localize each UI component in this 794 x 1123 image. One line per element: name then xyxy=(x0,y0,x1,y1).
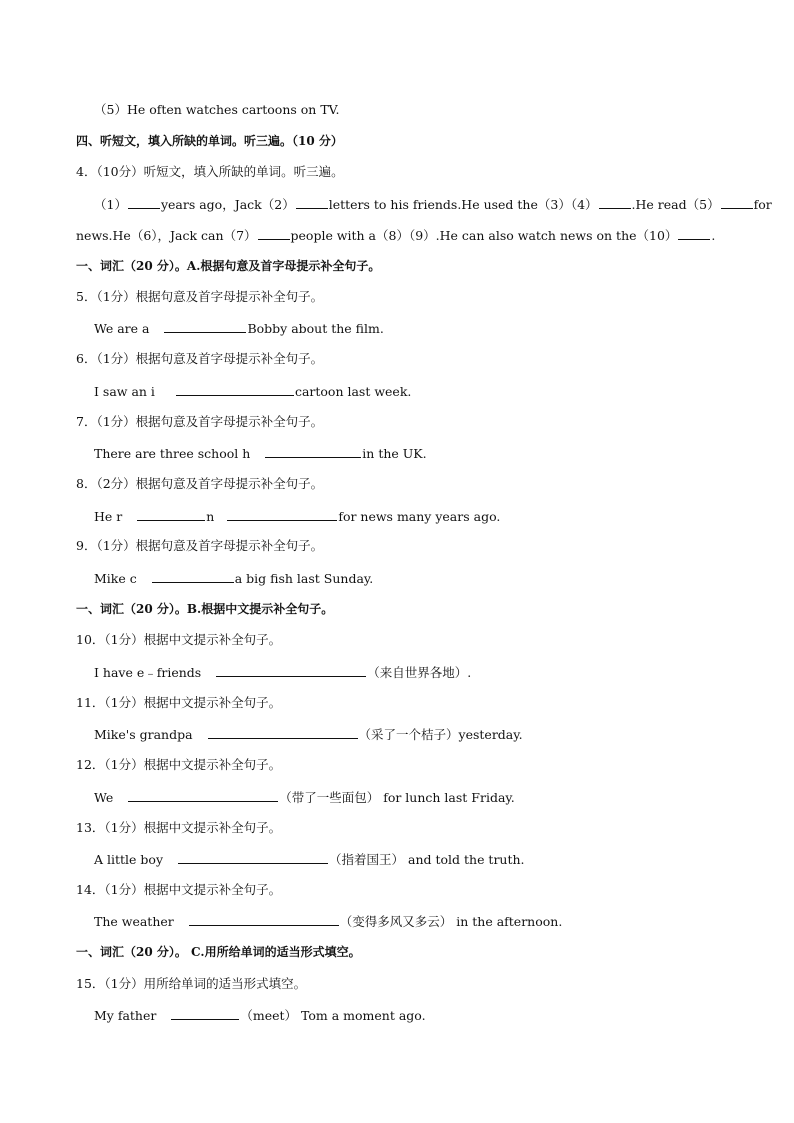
passage-text: .He read（5） xyxy=(631,197,720,212)
section-c-heading: 一、词汇（20 分）。 C.用所给单词的适当形式填空。 xyxy=(76,945,361,959)
question-7-sentence xyxy=(94,445,427,462)
answer-blank-2[interactable] xyxy=(296,196,328,209)
question-15-sentence xyxy=(94,1007,426,1024)
question-13-label: 13．（1分）根据中文提示补全句子。 xyxy=(76,820,282,835)
answer-blank-1[interactable] xyxy=(128,196,160,209)
answer-blank[interactable] xyxy=(152,570,234,583)
answer-blank-5[interactable] xyxy=(721,196,753,209)
sentence-text: （采了一个桔子）yesterday. xyxy=(358,727,523,742)
blank-number: （4） xyxy=(570,197,598,212)
question-4-label: 4．（10分）听短文，填入所缺的单词。听三遍。 xyxy=(76,164,344,179)
answer-blank[interactable] xyxy=(265,445,361,458)
passage-text: letters to his friends.He used the xyxy=(328,197,538,212)
question-15-label: 15．（1分）用所给单词的适当形式填空。 xyxy=(76,976,307,991)
blank-number: （3） xyxy=(537,197,571,212)
sentence-text: We are a xyxy=(94,321,150,336)
sentence-text: Mike c xyxy=(94,571,137,586)
sentence-text: in the UK. xyxy=(362,446,427,461)
sentence-text: （指着国王） and told the truth. xyxy=(329,852,525,867)
question-9-label: 9．（1分）根据句意及首字母提示补全句子。 xyxy=(76,538,324,553)
sub-item-5: （5）He often watches cartoons on TV. xyxy=(94,102,340,117)
question-10-label: 10．（1分）根据中文提示补全句子。 xyxy=(76,632,282,647)
question-4-passage-line-2 xyxy=(76,227,715,244)
sentence-text: We xyxy=(94,790,114,805)
answer-blank[interactable] xyxy=(216,664,366,677)
sentence-text: There are three school h xyxy=(94,446,251,461)
sentence-text: The weather xyxy=(94,914,174,929)
sentence-text: n xyxy=(206,509,215,524)
section-a-heading: 一、词汇（20 分）。A.根据句意及首字母提示补全句子。 xyxy=(76,259,381,273)
question-9-sentence xyxy=(94,570,373,587)
question-13-sentence xyxy=(94,851,525,868)
question-10-sentence xyxy=(94,664,471,681)
question-11-sentence xyxy=(94,726,523,743)
answer-blank[interactable] xyxy=(208,726,358,739)
question-8-sentence xyxy=(94,508,500,525)
passage-text: . xyxy=(711,228,716,243)
question-11-label: 11．（1分）根据中文提示补全句子。 xyxy=(76,695,282,710)
question-12-label: 12．（1分）根据中文提示补全句子。 xyxy=(76,757,282,772)
section-4-heading: 四、听短文，填入所缺的单词。听三遍。（10 分） xyxy=(76,134,343,148)
answer-blank[interactable] xyxy=(189,913,339,926)
section-b-heading: 一、词汇（20 分）。B.根据中文提示补全句子。 xyxy=(76,602,334,616)
blank-number: （1） xyxy=(94,197,127,212)
answer-blank-10[interactable] xyxy=(678,227,710,240)
question-8-label: 8．（2分）根据句意及首字母提示补全句子。 xyxy=(76,476,324,491)
answer-blank[interactable] xyxy=(176,383,294,396)
question-4-passage-line-1 xyxy=(94,196,772,213)
question-14-sentence xyxy=(94,913,562,930)
passage-text: people with a xyxy=(290,228,377,243)
answer-blank[interactable] xyxy=(164,320,246,333)
question-6-label: 6．（1分）根据句意及首字母提示补全句子。 xyxy=(76,351,324,366)
sentence-text: Mike's grandpa xyxy=(94,727,193,742)
sentence-text: a big fish last Sunday. xyxy=(234,571,374,586)
passage-text: news.He（6），Jack can xyxy=(76,228,224,243)
answer-blank[interactable] xyxy=(178,851,328,864)
answer-blank[interactable] xyxy=(171,1007,239,1020)
blank-number: （10） xyxy=(636,228,678,243)
passage-text: years ago，Jack xyxy=(160,197,262,212)
sentence-text: （meet） Tom a moment ago. xyxy=(240,1008,426,1023)
sentence-text: （来自世界各地）. xyxy=(367,665,472,680)
sentence-text: I have e﹣friends xyxy=(94,665,202,680)
answer-blank-4[interactable] xyxy=(599,196,631,209)
question-7-label: 7．（1分）根据句意及首字母提示补全句子。 xyxy=(76,414,324,429)
sentence-text: My father xyxy=(94,1008,157,1023)
question-14-label: 14．（1分）根据中文提示补全句子。 xyxy=(76,882,282,897)
question-5-label: 5．（1分）根据句意及首字母提示补全句子。 xyxy=(76,289,324,304)
sentence-text: He r xyxy=(94,509,123,524)
question-12-sentence xyxy=(94,789,515,806)
answer-blank[interactable] xyxy=(128,789,278,802)
question-6-sentence xyxy=(94,383,411,400)
blank-number: （7） xyxy=(223,228,257,243)
answer-blank-7[interactable] xyxy=(258,227,290,240)
passage-text: .He can also watch news on the xyxy=(435,228,637,243)
blank-number: （2） xyxy=(261,197,295,212)
blank-number: （8）（9） xyxy=(376,228,436,243)
sentence-text: for news many years ago. xyxy=(338,509,501,524)
sentence-text: cartoon last week. xyxy=(294,384,412,399)
sentence-text: （带了一些面包） for lunch last Friday. xyxy=(279,790,515,805)
question-5-sentence xyxy=(94,320,384,337)
sentence-text: I saw an i xyxy=(94,384,155,399)
sentence-text: Bobby about the film. xyxy=(247,321,384,336)
passage-text: for xyxy=(753,197,772,212)
answer-blank-1[interactable] xyxy=(137,508,205,521)
answer-blank-2[interactable] xyxy=(227,508,337,521)
sentence-text: A little boy xyxy=(94,852,164,867)
sentence-text: （变得多风又多云） in the afternoon. xyxy=(339,914,563,929)
